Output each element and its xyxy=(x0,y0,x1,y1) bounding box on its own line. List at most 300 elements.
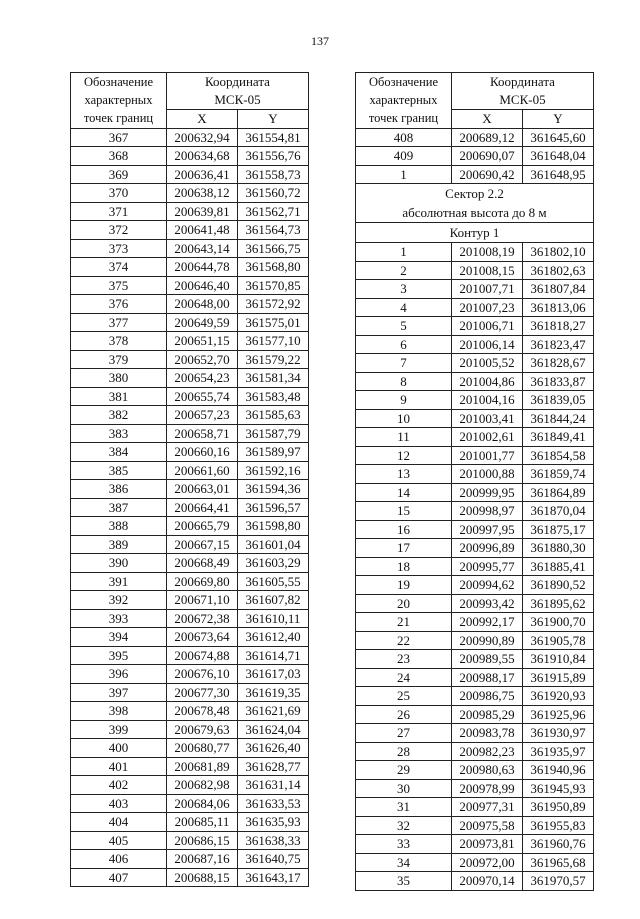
point-number-cell: 393 xyxy=(71,609,167,628)
y-coordinate-cell: 361925,96 xyxy=(523,705,594,724)
point-number-cell: 392 xyxy=(71,591,167,610)
point-number-cell: 31 xyxy=(356,798,452,817)
y-coordinate-cell: 361807,84 xyxy=(523,280,594,299)
point-number-cell: 32 xyxy=(356,816,452,835)
table-row xyxy=(356,631,594,650)
y-coordinate-cell: 361965,68 xyxy=(523,853,594,872)
x-coordinate-cell: 200644,78 xyxy=(167,258,238,277)
table-row xyxy=(356,520,594,539)
table-row xyxy=(71,591,309,610)
point-number-cell: 403 xyxy=(71,794,167,813)
header-row xyxy=(356,73,594,110)
point-label-header xyxy=(356,73,452,129)
y-coordinate-cell: 361885,41 xyxy=(523,557,594,576)
table-row xyxy=(71,350,309,369)
point-number-cell: 387 xyxy=(71,498,167,517)
point-number-cell: 7 xyxy=(356,354,452,373)
y-coordinate-cell: 361594,36 xyxy=(238,480,309,499)
y-coordinate-cell: 361614,71 xyxy=(238,646,309,665)
y-coordinate-cell: 361900,70 xyxy=(523,613,594,632)
point-number-cell: 409 xyxy=(356,147,452,166)
y-coordinate-cell: 361631,14 xyxy=(238,776,309,795)
y-coordinate-cell: 361875,17 xyxy=(523,520,594,539)
y-coordinate-cell: 361598,80 xyxy=(238,517,309,536)
y-coordinate-cell: 361864,89 xyxy=(523,483,594,502)
table-row xyxy=(356,372,594,391)
y-coordinate-cell: 361596,57 xyxy=(238,498,309,517)
x-coordinate-cell: 200985,29 xyxy=(452,705,523,724)
point-number-cell: 397 xyxy=(71,683,167,702)
table-row xyxy=(71,628,309,647)
x-coordinate-cell: 200634,68 xyxy=(167,147,238,166)
point-number-cell: 373 xyxy=(71,239,167,258)
table-row xyxy=(71,739,309,758)
y-coordinate-cell: 361560,72 xyxy=(238,184,309,203)
y-coordinate-cell: 361610,11 xyxy=(238,609,309,628)
table-row xyxy=(71,702,309,721)
y-coordinate-cell: 361558,73 xyxy=(238,165,309,184)
x-coordinate-cell: 200989,55 xyxy=(452,650,523,669)
x-coordinate-cell: 200663,01 xyxy=(167,480,238,499)
y-coordinate-cell: 361607,82 xyxy=(238,591,309,610)
y-coordinate-cell: 361601,04 xyxy=(238,535,309,554)
y-coordinate-cell: 361583,48 xyxy=(238,387,309,406)
table-row xyxy=(71,646,309,665)
point-number-cell: 401 xyxy=(71,757,167,776)
y-coordinate-cell: 361628,77 xyxy=(238,757,309,776)
point-number-cell: 27 xyxy=(356,724,452,743)
table-row xyxy=(71,813,309,832)
point-number-cell: 378 xyxy=(71,332,167,351)
table-row xyxy=(71,794,309,813)
table-row xyxy=(71,480,309,499)
point-number-cell: 9 xyxy=(356,391,452,410)
x-coordinate-cell: 200658,71 xyxy=(167,424,238,443)
sector-title: Сектор 2.2 xyxy=(445,186,504,201)
point-number-cell: 383 xyxy=(71,424,167,443)
point-number-cell: 26 xyxy=(356,705,452,724)
point-number-cell: 18 xyxy=(356,557,452,576)
x-coordinate-cell: 200643,14 xyxy=(167,239,238,258)
point-number-cell: 12 xyxy=(356,446,452,465)
point-number-cell: 399 xyxy=(71,720,167,739)
y-coordinate-cell: 361833,87 xyxy=(523,372,594,391)
point-number-cell: 379 xyxy=(71,350,167,369)
y-coordinate-cell: 361643,17 xyxy=(238,868,309,887)
header-coord-line2: МСК-05 xyxy=(214,92,261,107)
x-coordinate-cell: 200641,48 xyxy=(167,221,238,240)
sector-heading xyxy=(356,184,594,223)
header-coord-line2: МСК-05 xyxy=(499,92,546,107)
point-number-cell: 367 xyxy=(71,128,167,147)
x-coordinate-cell: 200674,88 xyxy=(167,646,238,665)
x-coordinate-cell: 200689,12 xyxy=(452,128,523,147)
point-number-cell: 371 xyxy=(71,202,167,221)
y-coordinate-cell: 361940,96 xyxy=(523,761,594,780)
x-coordinate-cell: 200678,48 xyxy=(167,702,238,721)
y-coordinate-cell: 361640,75 xyxy=(238,850,309,869)
point-number-cell: 375 xyxy=(71,276,167,295)
x-coordinate-cell: 200685,11 xyxy=(167,813,238,832)
header-label-line1: Обозначение xyxy=(368,75,439,90)
x-coordinate-cell: 200690,42 xyxy=(452,165,523,184)
table-row xyxy=(71,443,309,462)
x-coordinate-cell: 200649,59 xyxy=(167,313,238,332)
x-coordinate-cell: 200687,16 xyxy=(167,850,238,869)
y-coordinate-cell: 361572,92 xyxy=(238,295,309,314)
point-number-cell: 5 xyxy=(356,317,452,336)
table-row xyxy=(356,317,594,336)
point-number-cell: 382 xyxy=(71,406,167,425)
table-row xyxy=(71,554,309,573)
y-coordinate-cell: 361915,89 xyxy=(523,668,594,687)
point-number-cell: 28 xyxy=(356,742,452,761)
table-row xyxy=(71,313,309,332)
table-row xyxy=(71,517,309,536)
point-number-cell: 402 xyxy=(71,776,167,795)
table-row xyxy=(356,502,594,521)
x-coordinate-cell: 200983,78 xyxy=(452,724,523,743)
y-coordinate-cell: 361823,47 xyxy=(523,335,594,354)
sector-heading-row xyxy=(356,184,594,223)
x-coordinate-cell: 200660,16 xyxy=(167,443,238,462)
contour-label-row xyxy=(356,223,594,243)
x-coordinate-cell: 201001,77 xyxy=(452,446,523,465)
y-coordinate-cell: 361589,97 xyxy=(238,443,309,462)
point-number-cell: 20 xyxy=(356,594,452,613)
x-coordinate-cell: 200672,38 xyxy=(167,609,238,628)
x-coordinate-cell: 200657,23 xyxy=(167,406,238,425)
table-row xyxy=(356,705,594,724)
point-number-cell: 21 xyxy=(356,613,452,632)
x-coordinate-cell: 200632,94 xyxy=(167,128,238,147)
x-coordinate-cell: 200676,10 xyxy=(167,665,238,684)
point-number-cell: 385 xyxy=(71,461,167,480)
point-number-cell: 376 xyxy=(71,295,167,314)
table-row xyxy=(71,147,309,166)
table-row xyxy=(71,609,309,628)
y-coordinate-cell: 361562,71 xyxy=(238,202,309,221)
y-coordinate-cell: 361568,80 xyxy=(238,258,309,277)
x-coordinate-cell: 200970,14 xyxy=(452,872,523,891)
table-row xyxy=(71,776,309,795)
y-coordinate-cell: 361579,22 xyxy=(238,350,309,369)
table-row xyxy=(71,535,309,554)
y-coordinate-cell: 361566,75 xyxy=(238,239,309,258)
table-row xyxy=(71,239,309,258)
y-coordinate-cell: 361648,04 xyxy=(523,147,594,166)
table-row xyxy=(356,261,594,280)
point-number-cell: 408 xyxy=(356,128,452,147)
y-coordinate-cell: 361828,67 xyxy=(523,354,594,373)
point-number-cell: 10 xyxy=(356,409,452,428)
y-coordinate-cell: 361802,63 xyxy=(523,261,594,280)
table-row xyxy=(71,258,309,277)
header-label-line2: характерных xyxy=(369,93,438,108)
x-coordinate-cell: 200667,15 xyxy=(167,535,238,554)
point-number-cell: 370 xyxy=(71,184,167,203)
y-coordinate-cell: 361910,84 xyxy=(523,650,594,669)
x-coordinate-cell: 200690,07 xyxy=(452,147,523,166)
table-row xyxy=(71,720,309,739)
coordinate-header xyxy=(167,73,309,110)
y-coordinate-cell: 361612,40 xyxy=(238,628,309,647)
y-coordinate-cell: 361970,57 xyxy=(523,872,594,891)
point-number-cell: 4 xyxy=(356,298,452,317)
point-number-cell: 404 xyxy=(71,813,167,832)
y-coordinate-cell: 361813,06 xyxy=(523,298,594,317)
x-coordinate-cell: 201004,16 xyxy=(452,391,523,410)
y-coordinate-cell: 361905,78 xyxy=(523,631,594,650)
x-coordinate-cell: 200980,63 xyxy=(452,761,523,780)
point-number-cell: 394 xyxy=(71,628,167,647)
x-coordinate-cell: 200988,17 xyxy=(452,668,523,687)
x-coordinate-cell: 200688,15 xyxy=(167,868,238,887)
x-coordinate-cell: 200977,31 xyxy=(452,798,523,817)
point-number-cell: 1 xyxy=(356,165,452,184)
table-row xyxy=(356,391,594,410)
table-row xyxy=(356,853,594,872)
x-coordinate-cell: 200973,81 xyxy=(452,835,523,854)
table-row xyxy=(356,335,594,354)
table-row xyxy=(71,276,309,295)
x-coordinate-cell: 200677,30 xyxy=(167,683,238,702)
table-row xyxy=(356,409,594,428)
table-row xyxy=(356,354,594,373)
point-number-cell: 17 xyxy=(356,539,452,558)
point-number-cell: 369 xyxy=(71,165,167,184)
table-row xyxy=(71,868,309,887)
y-coordinate-cell: 361626,40 xyxy=(238,739,309,758)
table-row xyxy=(71,850,309,869)
point-number-cell: 11 xyxy=(356,428,452,447)
table-row xyxy=(356,798,594,817)
point-number-cell: 380 xyxy=(71,369,167,388)
y-coordinate-cell: 361554,81 xyxy=(238,128,309,147)
x-coordinate-cell: 200646,40 xyxy=(167,276,238,295)
y-coordinate-cell: 361935,97 xyxy=(523,742,594,761)
x-coordinate-cell: 200997,95 xyxy=(452,520,523,539)
coordinates-table-right xyxy=(355,72,594,891)
point-number-cell: 406 xyxy=(71,850,167,869)
coordinate-header xyxy=(452,73,594,110)
y-coordinate-cell: 361645,60 xyxy=(523,128,594,147)
table-row xyxy=(356,650,594,669)
table-row xyxy=(356,761,594,780)
x-coordinate-cell: 200652,70 xyxy=(167,350,238,369)
point-number-cell: 377 xyxy=(71,313,167,332)
table-row xyxy=(356,147,594,166)
x-coordinate-cell: 200992,17 xyxy=(452,613,523,632)
x-coordinate-cell: 200996,89 xyxy=(452,539,523,558)
x-coordinate-cell: 200673,64 xyxy=(167,628,238,647)
table-row xyxy=(71,831,309,850)
y-coordinate-cell: 361870,04 xyxy=(523,502,594,521)
y-coordinate-cell: 361648,95 xyxy=(523,165,594,184)
table-row xyxy=(356,465,594,484)
x-coordinate-cell: 200638,12 xyxy=(167,184,238,203)
header-label-line3: точек границ xyxy=(368,111,439,126)
x-coordinate-cell: 200654,23 xyxy=(167,369,238,388)
table-row xyxy=(356,243,594,262)
x-coordinate-cell: 200648,00 xyxy=(167,295,238,314)
table-row xyxy=(71,184,309,203)
page-number: 137 xyxy=(311,34,329,48)
point-number-cell: 25 xyxy=(356,687,452,706)
contour-label: Контур 1 xyxy=(356,223,594,243)
y-coordinate-cell: 361849,41 xyxy=(523,428,594,447)
table-row xyxy=(71,757,309,776)
y-coordinate-cell: 361603,29 xyxy=(238,554,309,573)
y-coordinate-cell: 361890,52 xyxy=(523,576,594,595)
point-number-cell: 13 xyxy=(356,465,452,484)
point-number-cell: 400 xyxy=(71,739,167,758)
point-number-cell: 388 xyxy=(71,517,167,536)
point-number-cell: 390 xyxy=(71,554,167,573)
y-coordinate-cell: 361585,63 xyxy=(238,406,309,425)
table-row xyxy=(356,483,594,502)
table-row xyxy=(356,816,594,835)
point-number-cell: 381 xyxy=(71,387,167,406)
y-coordinate-cell: 361575,01 xyxy=(238,313,309,332)
x-coordinate-cell: 200664,41 xyxy=(167,498,238,517)
x-coordinate-cell: 200651,15 xyxy=(167,332,238,351)
table-row xyxy=(356,835,594,854)
header-label-line2: характерных xyxy=(84,93,153,108)
header-coord-line1: Координата xyxy=(205,74,270,89)
point-number-cell: 405 xyxy=(71,831,167,850)
y-coordinate-cell: 361570,85 xyxy=(238,276,309,295)
sector-subtitle: абсолютная высота до 8 м xyxy=(402,205,547,220)
x-coordinate-cell: 200671,10 xyxy=(167,591,238,610)
table-row xyxy=(356,446,594,465)
x-coordinate-cell: 201008,19 xyxy=(452,243,523,262)
table-row xyxy=(71,498,309,517)
table-row xyxy=(71,369,309,388)
table-row xyxy=(71,572,309,591)
x-coordinate-cell: 200681,89 xyxy=(167,757,238,776)
x-coordinate-cell: 200679,63 xyxy=(167,720,238,739)
point-number-cell: 407 xyxy=(71,868,167,887)
point-number-cell: 19 xyxy=(356,576,452,595)
y-coordinate-cell: 361859,74 xyxy=(523,465,594,484)
y-coordinate-cell: 361619,35 xyxy=(238,683,309,702)
x-coordinate-cell: 201007,71 xyxy=(452,280,523,299)
x-coordinate-cell: 201000,88 xyxy=(452,465,523,484)
y-coordinate-cell: 361621,69 xyxy=(238,702,309,721)
header-row xyxy=(71,73,309,110)
x-coordinate-cell: 201005,52 xyxy=(452,354,523,373)
point-number-cell: 389 xyxy=(71,535,167,554)
x-coordinate-cell: 200682,98 xyxy=(167,776,238,795)
y-coordinate-cell: 361950,89 xyxy=(523,798,594,817)
table-row xyxy=(356,539,594,558)
y-coordinate-cell: 361617,03 xyxy=(238,665,309,684)
x-coordinate-cell: 200636,41 xyxy=(167,165,238,184)
x-coordinate-cell: 200995,77 xyxy=(452,557,523,576)
point-number-cell: 34 xyxy=(356,853,452,872)
y-coordinate-cell: 361635,93 xyxy=(238,813,309,832)
x-coordinate-cell: 200982,23 xyxy=(452,742,523,761)
x-coordinate-cell: 201008,15 xyxy=(452,261,523,280)
y-coordinate-cell: 361880,30 xyxy=(523,539,594,558)
x-coordinate-cell: 200684,06 xyxy=(167,794,238,813)
x-coordinate-cell: 200686,15 xyxy=(167,831,238,850)
y-coordinate-cell: 361945,93 xyxy=(523,779,594,798)
table-row xyxy=(71,665,309,684)
table-row xyxy=(356,724,594,743)
table-row xyxy=(71,424,309,443)
x-coordinate-cell: 200993,42 xyxy=(452,594,523,613)
y-coordinate-cell: 361930,97 xyxy=(523,724,594,743)
table-row xyxy=(71,683,309,702)
y-coordinate-cell: 361895,62 xyxy=(523,594,594,613)
coordinates-table-left xyxy=(70,72,309,887)
table-row xyxy=(356,128,594,147)
y-coordinate-cell: 361633,53 xyxy=(238,794,309,813)
y-coordinate-cell: 361605,55 xyxy=(238,572,309,591)
y-column-header: Y xyxy=(523,110,594,129)
x-coordinate-cell: 201006,14 xyxy=(452,335,523,354)
point-number-cell: 372 xyxy=(71,221,167,240)
table-row xyxy=(71,202,309,221)
y-coordinate-cell: 361802,10 xyxy=(523,243,594,262)
y-coordinate-cell: 361577,10 xyxy=(238,332,309,351)
table-row xyxy=(356,428,594,447)
y-coordinate-cell: 361955,83 xyxy=(523,816,594,835)
table-row xyxy=(356,668,594,687)
table-row xyxy=(356,165,594,184)
table-row xyxy=(71,165,309,184)
table-row xyxy=(71,461,309,480)
y-coordinate-cell: 361920,93 xyxy=(523,687,594,706)
point-number-cell: 6 xyxy=(356,335,452,354)
x-coordinate-cell: 200986,75 xyxy=(452,687,523,706)
y-coordinate-cell: 361592,16 xyxy=(238,461,309,480)
y-coordinate-cell: 361960,76 xyxy=(523,835,594,854)
y-coordinate-cell: 361638,33 xyxy=(238,831,309,850)
x-coordinate-cell: 200639,81 xyxy=(167,202,238,221)
point-number-cell: 8 xyxy=(356,372,452,391)
y-coordinate-cell: 361818,27 xyxy=(523,317,594,336)
header-label-line3: точек границ xyxy=(83,111,154,126)
x-coordinate-cell: 201003,41 xyxy=(452,409,523,428)
point-number-cell: 396 xyxy=(71,665,167,684)
point-number-cell: 29 xyxy=(356,761,452,780)
x-coordinate-cell: 200998,97 xyxy=(452,502,523,521)
y-coordinate-cell: 361844,24 xyxy=(523,409,594,428)
x-coordinate-cell: 200990,89 xyxy=(452,631,523,650)
point-number-cell: 22 xyxy=(356,631,452,650)
x-coordinate-cell: 201007,23 xyxy=(452,298,523,317)
header-coord-line1: Координата xyxy=(490,74,555,89)
point-number-cell: 33 xyxy=(356,835,452,854)
point-number-cell: 386 xyxy=(71,480,167,499)
x-coordinate-cell: 201002,61 xyxy=(452,428,523,447)
x-coordinate-cell: 200975,58 xyxy=(452,816,523,835)
y-coordinate-cell: 361581,34 xyxy=(238,369,309,388)
x-coordinate-cell: 200661,60 xyxy=(167,461,238,480)
x-coordinate-cell: 200999,95 xyxy=(452,483,523,502)
x-coordinate-cell: 200668,49 xyxy=(167,554,238,573)
y-coordinate-cell: 361587,79 xyxy=(238,424,309,443)
table-row xyxy=(356,687,594,706)
x-coordinate-cell: 200655,74 xyxy=(167,387,238,406)
x-column-header: X xyxy=(167,110,238,129)
point-number-cell: 2 xyxy=(356,261,452,280)
point-label-header xyxy=(71,73,167,129)
y-coordinate-cell: 361564,73 xyxy=(238,221,309,240)
